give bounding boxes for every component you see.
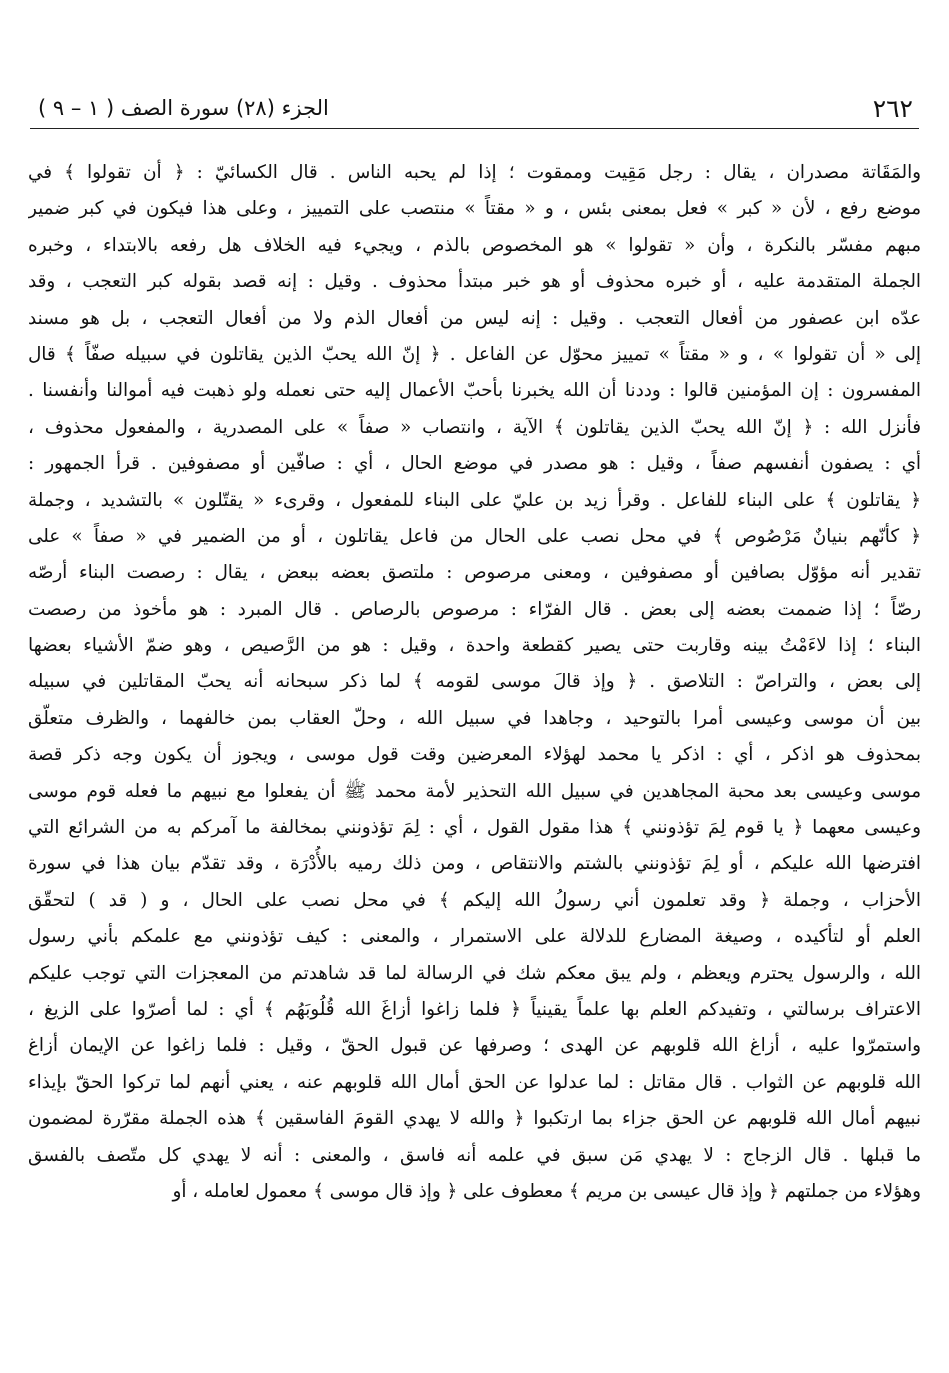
text-line: وهؤلاء من جملتهم ﴿ وإذ قال عيسى بن مريم ﴾ معطوف على ﴿ وإذ قال موسى ﴾ معمول لعامله ، أو [172,1180,921,1202]
text-line: الاعتراف برسالتي ، وتفيدكم العلم بها علماً يقينياً ﴿ فلما زاغوا أزاغَ الله قُلُوبَهُم ﴾ أي : لما أصرّوا على الزيغ ، [28,998,921,1020]
body-text [28,155,921,1210]
text-line: بمحذوف هو اذكر ، أي : اذكر يا محمد لهؤلاء المعرضين وقت قول موسى ، ويجوز أن يكون وجه ذكر قصة [28,744,921,766]
text-line: فأنزل الله : ﴿ إنّ الله يحبّ الذين يقاتلون ﴾ الآية ، وانتصاب « صفاً » على المصدرية ، والمفعول محذوف ، [28,416,921,438]
text-line: والمَقَاتة مصدران ، يقال : رجل مَقِيت وممقوت ؛ إذا لم يحبه الناس . قال الكسائيّ : ﴿ أن تقولوا ﴾ في [28,162,921,183]
text-line: ﴿ كأنّهم بنيانٌ مَرْصُوص ﴾ في محل نصب على الحال من فاعل يقاتلون ، أو من الضمير في « صفاً » على [28,525,921,547]
running-title: الجزء (٢٨) سورة الصف ( ١ – ٩ ) [38,96,329,120]
page-number: ٢٦٢ [872,94,913,123]
text-line: البناء ؛ إذا لاءَمْتُ بينه وقاربت حتى يصير كقطعة واحدة ، وقيل : هو من الرَّصيص ، وهو ضمّ الأشياء بعضها [28,635,921,657]
text-line: العلم أو لتأكيده ، وصيغة المضارع للدلالة على الاستمرار ، والمعنى : كيف تؤذونني مع علمكم بأني رسول [28,926,921,948]
text-line: الله ، والرسول يحترم ويعظم ، ولم يبق معكم شك في الرسالة لما قد شاهدتم من المعجزات التي توجب عليكم [28,962,921,984]
text-line: موسى وعيسى بعد محبة المجاهدين في سبيل الله التحذير لأمة محمد ﷺ أن يفعلوا مع نبيهم ما فعله قوم موسى [28,780,921,802]
text-line: ﴿ يقاتلون ﴾ على البناء للفاعل . وقرأ زيد بن عليّ على البناء للمفعول ، وقرىء « يقتّلون » بالتشديد ، وجملة [28,489,921,511]
text-line: بين أن موسى وعيسى أمرا بالتوحيد ، وجاهدا في سبيل الله ، وحلّ العقاب بمن خالفهما ، والظرف متعلّق [28,707,921,729]
text-line: إلى « أن تقولوا » ، و « مقتاً » تمييز محوّل عن الفاعل . ﴿ إنّ الله يحبّ الذين يقاتلون في سبيله صفّاً ﴾ قال [28,343,921,365]
text-line: نبيهم أمال الله قلوبهم عن الحق جزاء بما ارتكبوا ﴿ والله لا يهدي القومَ الفاسقين ﴾ هذه الجملة مقرّرة لمضمون [28,1108,921,1130]
page-header [30,92,919,129]
text-line: إلى بعض ، والتراصّ : التلاصق . ﴿ وإذ قالَ موسى لقومه ﴾ لما ذكر سبحانه أنه يحبّ المقاتلين في سبيله [28,671,921,693]
text-line: مبهم مفسّر بالنكرة ، وأن « تقولوا » هو المخصوص بالذم ، ويجيء فيه الخلاف هل رفعه بالابتداء ، وخبره [28,234,921,256]
text-line: موضع رفع ، لأن « كبر » فعل بمعنى بئس ، و « مقتاً » منتصب على التمييز ، وعلى هذا فيكون في كبر ضمير [28,198,921,220]
text-line: وعيسى معهما ﴿ يا قوم لِمَ تؤذونني ﴾ هذا مقول القول ، أي : لِمَ تؤذونني بمخالفة ما آمركم به من الشرائع التي [28,817,921,839]
text-line: ما قبلها . قال الزجاج : لا يهدي مَن سبق في علمه أنه فاسق ، والمعنى : أنه لا يهدي كل متّصف بالفسق [28,1144,921,1166]
text-line: رصّاً ؛ إذا ضممت بعضه إلى بعض . قال الفرّاء : مرصوص بالرصاص . قال المبرد : هو مأخوذ من رصصت [28,598,921,620]
text-line: عدّه ابن عصفور من أفعال التعجب . وقيل : إنه ليس من أفعال الذم ولا من أفعال التعجب ، بل هو مسند [28,307,921,329]
text-line: الله قلوبهم عن الثواب . قال مقاتل : لما عدلوا عن الحق أمال الله قلوبهم عنه ، يعني أنهم لما تركوا الحقّ بإيذاء [28,1071,921,1093]
text-line: واستمرّوا عليه ، أزاغ الله قلوبهم عن الهدى ؛ وصرفها عن قبول الحقّ ، وقيل : فلما زاغوا عن الإيمان أزاغ [28,1035,921,1057]
text-line: الجملة المتقدمة عليه ، أو خبره محذوف أو هو خبر مبتدأ محذوف . وقيل : إنه قصد بقوله كبر التعجب ، وقد [28,271,921,293]
text-line: تقدير أنه مؤوّل بصافين أو مصفوفين ، ومعنى مرصوص : ملتصق بعضه ببعض ، يقال : رصصت البناء أرصّه [28,562,921,584]
text-line: افترضها الله عليكم ، أو لِمَ تؤذونني بالشتم والانتقاص ، ومن ذلك رميه بالأُدْرَة ، وقد تقدّم بيان هذا في سورة [28,853,921,875]
text-line: المفسرون : إن المؤمنين قالوا : وددنا أن الله يخبرنا بأحبّ الأعمال إليه حتى نعمله ولو ذهبت فيه أموالنا وأنفسنا . [28,380,921,402]
text-line: الأحزاب ، وجملة ﴿ وقد تعلمون أني رسولُ الله إليكم ﴾ في محل نصب على الحال ، و ( قد ) لتحقّق [28,889,921,911]
text-line: أي : يصفون أنفسهم صفاً ، وقيل : هو مصدر في موضع الحال ، أي : صافّين أو مصفوفين . قرأ الجمهور : [28,453,921,475]
